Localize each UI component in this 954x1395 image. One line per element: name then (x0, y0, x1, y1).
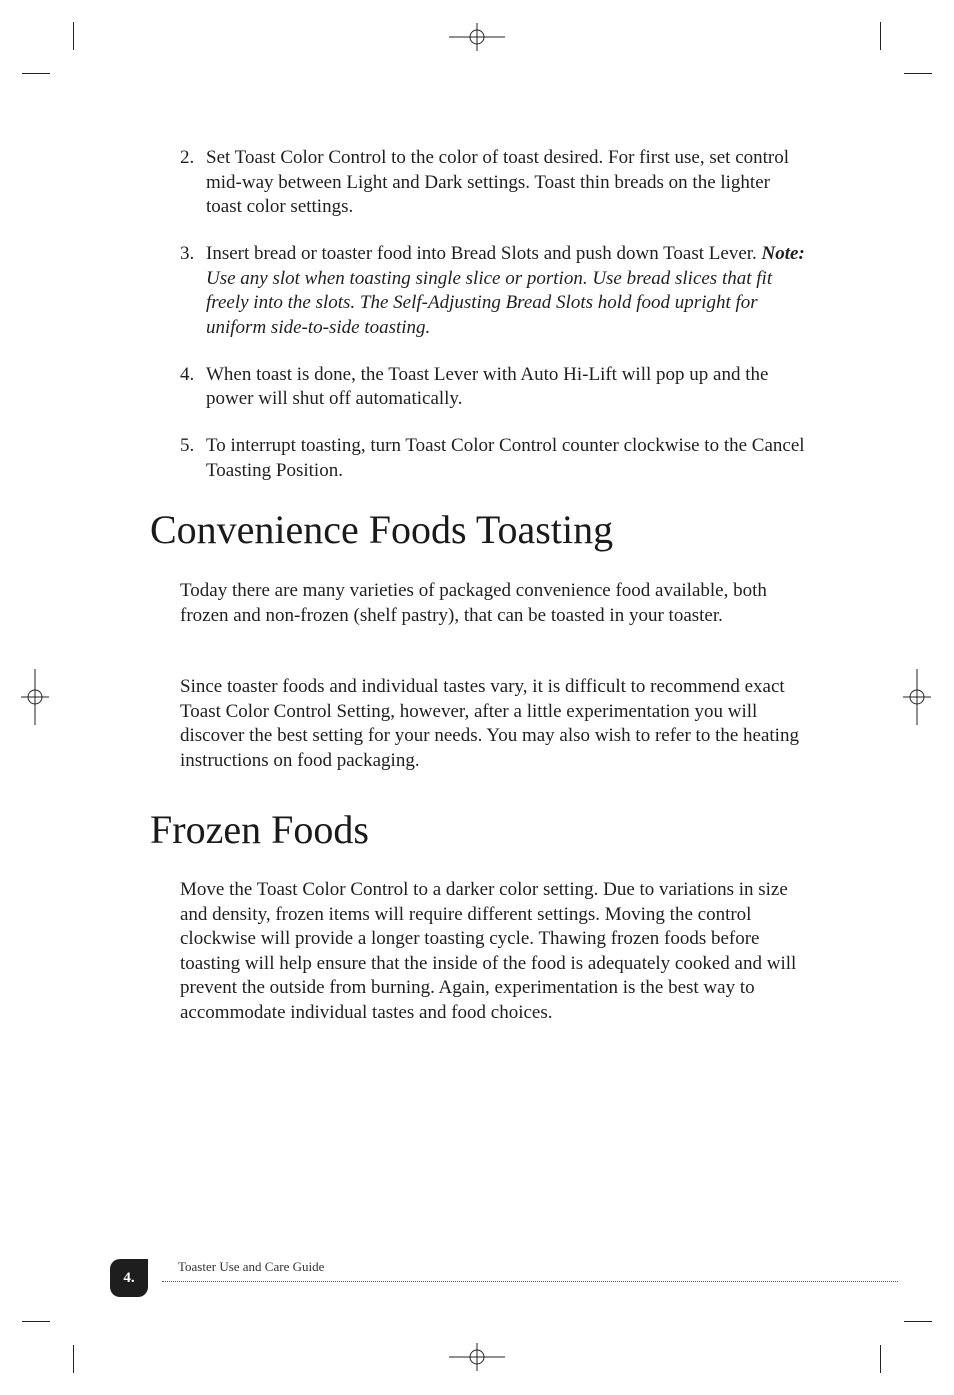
crop-mark-top-left-vertical (73, 22, 74, 50)
step-item (180, 146, 805, 220)
note-text: Use any slot when toasting single slice or portion. Use bread slices that fit freely into the slots. The Self-Adjusting Bread Slots hold food upright for uniform side-to-side toasting. (206, 267, 773, 338)
note-label: Note: (761, 243, 805, 264)
registration-mark-top-icon (447, 7, 507, 67)
crop-mark-top-right-horizontal (904, 73, 932, 74)
registration-mark-bottom-icon (447, 1327, 507, 1387)
footer-guide-title: Toaster Use and Care Guide (178, 1259, 325, 1274)
crop-mark-bottom-left-horizontal (22, 1321, 50, 1322)
step-text: Insert bread or toaster food into Bread Slots and push down Toast Lever. (206, 243, 757, 264)
crop-mark-bottom-left-vertical (73, 1345, 74, 1373)
footer-dotted-rule (162, 1281, 898, 1282)
frozen-foods-paragraph: Move the Toast Color Control to a darker color setting. Due to variations in size and density, frozen items will require different settings. Moving the control clockwise will provide a longer toasting cycle. Thawing frozen foods before toasting will help ensure that the inside of the food is adequately cooked and will prevent the outside from burning. Again, experimentation is the best way to accommodate individual tastes and food choices. (180, 879, 797, 1023)
step-number: 4. (180, 363, 195, 385)
registration-mark-left-icon (5, 667, 65, 727)
page-number-badge (110, 1259, 148, 1297)
step-number: 5. (180, 435, 195, 456)
page-number: 4. (123, 1269, 135, 1286)
registration-mark-right-icon (887, 667, 947, 727)
instruction-steps-list (180, 146, 805, 506)
crop-mark-top-right-vertical (880, 22, 881, 50)
step-number: 2. (180, 147, 195, 168)
step-text: Set Toast Color Control to the color of toast desired. For first use, set control mid-way between Light and Dark settings. Toast thin breads on the lighter toast color settings. (206, 147, 790, 217)
step-item (180, 242, 805, 340)
step-item (180, 434, 805, 483)
step-item (180, 363, 805, 412)
crop-mark-top-left-horizontal (22, 73, 50, 74)
convenience-paragraph-1: Today there are many varieties of packaged convenience food available, both frozen and non-frozen (shelf pastry), that can be toasted in your toaster. (180, 580, 767, 626)
step-text: To interrupt toasting, turn Toast Color Control counter clockwise to the Cancel Toasting Position. (206, 435, 805, 481)
convenience-foods-heading: Convenience Foods Toasting (150, 507, 614, 552)
convenience-paragraph-2: Since toaster foods and individual tastes vary, it is difficult to recommend exact Toast Color Control Setting, however, after a little experimentation you will discover the best setting for your needs. You may also wish to refer to the heating instructions on food packaging. (180, 676, 799, 771)
step-text: When toast is done, the Toast Lever with Auto Hi-Lift will pop up and the power will shut off automatically. (206, 363, 769, 409)
step-number: 3. (180, 243, 195, 264)
frozen-foods-heading: Frozen Foods (150, 807, 369, 852)
crop-mark-bottom-right-vertical (880, 1345, 881, 1373)
crop-mark-bottom-right-horizontal (904, 1321, 932, 1322)
